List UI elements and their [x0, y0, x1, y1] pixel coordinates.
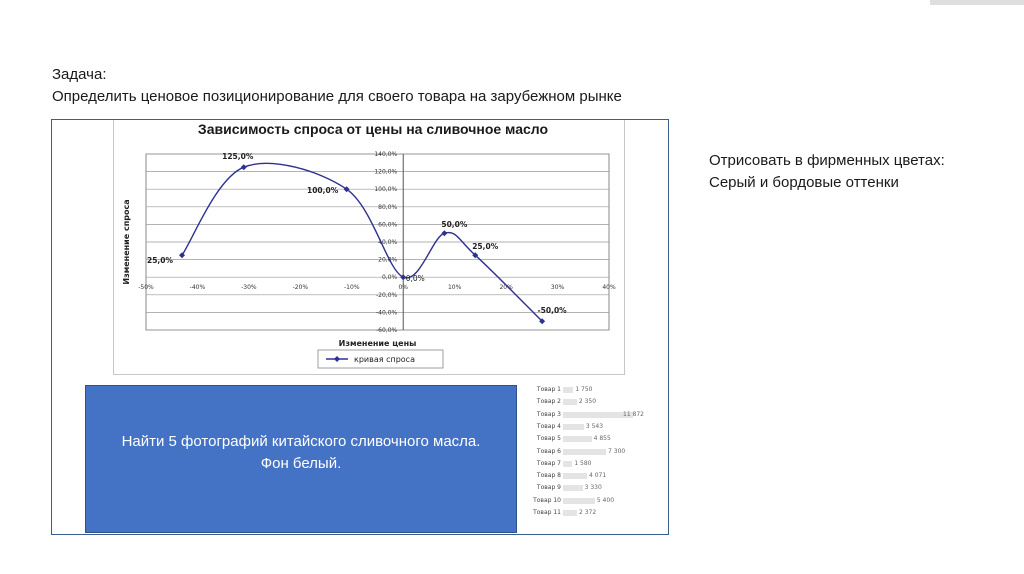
- y-tick-label: 80,0%: [378, 203, 398, 211]
- product-label: Товар 2: [536, 398, 561, 406]
- data-label: 100,0%: [307, 186, 339, 196]
- product-value: 2 350: [578, 398, 597, 406]
- task-text: Определить ценовое позиционирование для своего товара на зарубежном рынке: [52, 88, 622, 105]
- product-bar: [563, 399, 577, 405]
- product-row: [525, 422, 665, 434]
- product-value: 2 372: [578, 509, 597, 516]
- product-label: Товар 5: [536, 435, 561, 443]
- task-block: [52, 64, 622, 108]
- demand-chart: [113, 140, 623, 372]
- product-label: Товар 9: [536, 484, 561, 492]
- y-tick-label: 140,0%: [374, 151, 398, 158]
- slide-edge-strip: [930, 0, 1024, 5]
- product-label: Товар 6: [536, 447, 561, 455]
- product-row: [525, 496, 665, 508]
- y-tick-label: 40,0%: [378, 239, 398, 246]
- product-value: 3 543: [585, 422, 604, 430]
- product-bar: [563, 485, 583, 491]
- data-label: 0,0%: [405, 274, 425, 284]
- y-tick-label: 60,0%: [378, 221, 398, 229]
- product-bar: [563, 510, 577, 516]
- x-tick-label: -40%: [189, 284, 206, 292]
- product-bar: [563, 498, 595, 504]
- product-row: [525, 385, 665, 397]
- product-bar: [563, 387, 573, 393]
- product-value: 7 300: [608, 447, 626, 455]
- product-value: 4 855: [593, 435, 611, 443]
- product-label: Товар 10: [533, 496, 561, 504]
- x-tick-label: 40%: [602, 284, 616, 292]
- y-tick-label: -20,0%: [375, 291, 398, 299]
- task-heading: Задача:: [52, 66, 107, 83]
- data-label: 125,0%: [222, 152, 254, 162]
- x-axis-title: Изменение цены: [338, 339, 417, 348]
- product-label: Товар 1: [536, 386, 561, 393]
- product-row: [525, 508, 665, 520]
- product-value: 1 580: [574, 459, 592, 467]
- product-bar: [563, 436, 592, 442]
- product-row: [525, 434, 665, 446]
- x-tick-label: 20%: [499, 284, 513, 292]
- data-label: -50,0%: [537, 306, 567, 316]
- product-label: Товар 11: [533, 509, 561, 516]
- product-row: [525, 447, 665, 459]
- y-axis-title: Изменение спроса: [122, 199, 131, 285]
- y-tick-label: 100,0%: [374, 186, 398, 194]
- x-tick-label: -50%: [138, 284, 154, 292]
- brand-colors-line1: Отрисовать в фирменных цветах:: [709, 152, 945, 169]
- x-tick-label: -20%: [292, 284, 309, 292]
- photo-task-line1: Найти 5 фотографий китайского сливочного масла.: [121, 433, 481, 450]
- product-value: 3 330: [584, 484, 602, 492]
- product-label: Товар 7: [536, 459, 561, 467]
- product-label: Товар 3: [536, 410, 561, 418]
- product-bar: [563, 424, 584, 430]
- brand-colors-line2: Серый и бордовые оттенки: [709, 174, 899, 191]
- brand-colors-note: [709, 150, 945, 194]
- chart-title: Зависимость спроса от цены на сливочное масло: [197, 121, 549, 137]
- y-tick-label: 120,0%: [374, 168, 398, 176]
- x-tick-label: -10%: [344, 284, 360, 292]
- product-row: [525, 410, 665, 422]
- product-bar: [563, 461, 572, 467]
- product-value: 4 071: [589, 472, 607, 480]
- legend-label: кривая спроса: [354, 355, 415, 364]
- data-label: 25,0%: [146, 256, 174, 266]
- x-tick-label: 30%: [550, 284, 565, 292]
- product-label: Товар 8: [536, 472, 561, 480]
- x-tick-label: 0%: [398, 284, 408, 292]
- product-row: [525, 483, 665, 495]
- product-value: 5 400: [596, 496, 615, 504]
- product-row: [525, 471, 665, 483]
- product-label: Товар 4: [536, 422, 561, 430]
- product-value: 11 872: [623, 410, 644, 418]
- product-bar: [563, 473, 587, 479]
- photo-task-box: [85, 385, 517, 533]
- y-tick-label: 20,0%: [378, 256, 398, 264]
- y-tick-label: 0,0%: [381, 274, 398, 282]
- data-label: 25,0%: [472, 242, 499, 252]
- x-tick-label: -30%: [241, 284, 257, 292]
- product-value: 1 750: [575, 386, 593, 393]
- photo-task-line2: Фон белый.: [260, 455, 342, 472]
- product-bar: [563, 449, 606, 455]
- product-table: [525, 385, 665, 525]
- product-row: [525, 459, 665, 471]
- product-row: [525, 397, 665, 409]
- y-tick-label: -60,0%: [375, 327, 398, 334]
- y-tick-label: -40,0%: [375, 309, 398, 317]
- x-tick-label: 10%: [447, 284, 462, 292]
- data-label: 50,0%: [441, 220, 468, 230]
